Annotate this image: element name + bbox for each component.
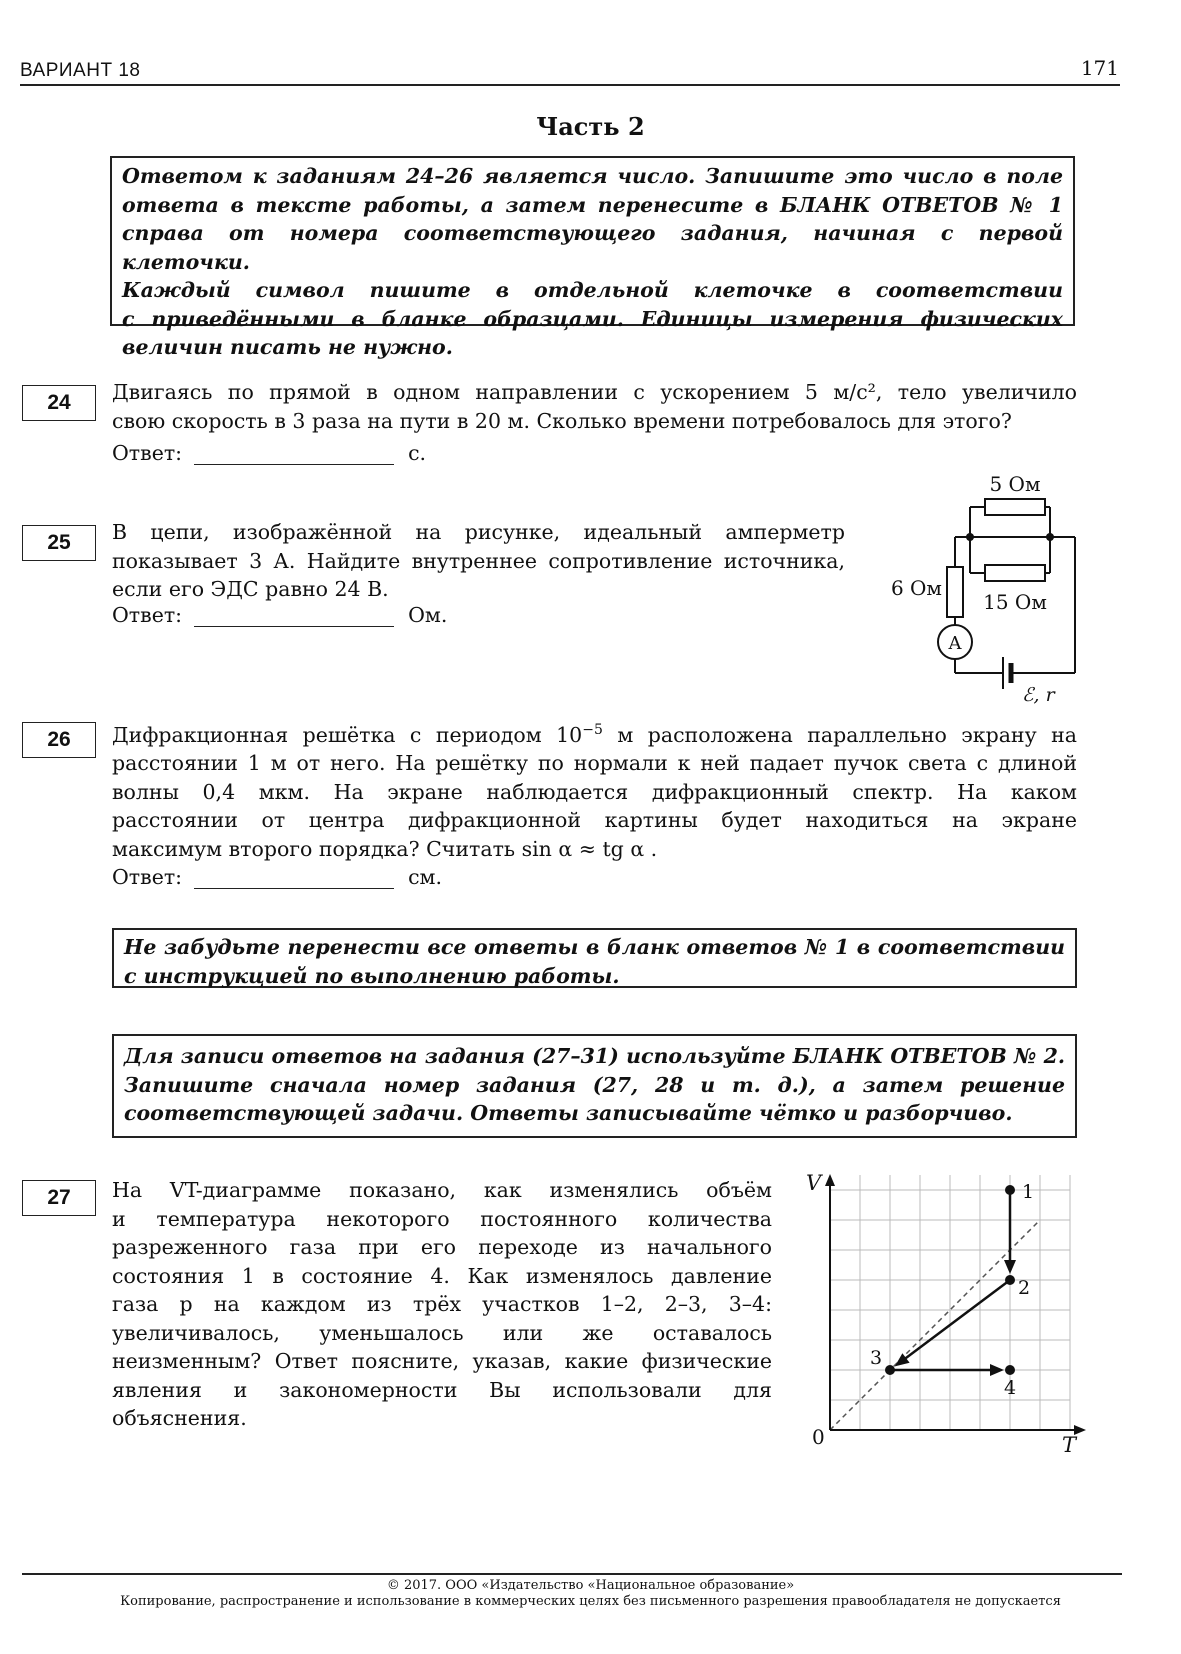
header-divider	[20, 84, 1120, 86]
task-line: В цепи, изображённой на рисунке, идеальный амперметр	[112, 520, 845, 544]
resistor-5-ohm	[985, 499, 1045, 515]
task-24-text	[112, 378, 1077, 435]
grid	[830, 1175, 1070, 1430]
task-number-26: 26	[22, 722, 96, 758]
task-line: Двигаясь по прямой в одном направлении с ускорением 5 м/с², тело увеличило	[112, 380, 1077, 404]
instruction-line: Запишите сначала номер задания (27, 28 и т. д.), а затем решение	[124, 1072, 1065, 1097]
answer-field-24[interactable]	[194, 442, 394, 465]
junction-dot	[1046, 533, 1054, 541]
task-line: неизменным? Ответ поясните, указав, какие физические	[112, 1349, 772, 1373]
process-arrow	[895, 1353, 910, 1366]
state-point	[1005, 1365, 1015, 1375]
variant-label: ВАРИАНТ 18	[20, 60, 141, 81]
instruction-box-2	[112, 1034, 1077, 1138]
task-25-text	[112, 518, 845, 604]
state-point	[885, 1365, 895, 1375]
task-line: газа p на каждом из трёх участков 1–2, 2–3, 3–4:	[112, 1292, 772, 1316]
v-axis-label: V	[806, 1171, 822, 1195]
footer-divider	[22, 1573, 1122, 1575]
task-line: волны 0,4 мкм. На экране наблюдается дифракционный спектр. На каком	[112, 779, 1077, 804]
state-point	[1005, 1275, 1015, 1285]
task-text: м расположена параллельно экрану на	[602, 722, 1077, 747]
state-label: 4	[1004, 1377, 1017, 1399]
task-line: показывает 3 А. Найдите внутреннее сопротивление источника,	[112, 548, 845, 573]
source-label: ℰ, r	[1022, 684, 1055, 706]
instruction-line: ответа в тексте работы, а затем перенесите в БЛАНК ОТВЕТОВ № 1	[122, 192, 1063, 217]
answer-label: Ответ:	[112, 865, 183, 889]
task-text: Дифракционная решётка с периодом 10	[112, 722, 583, 747]
circuit-diagram	[870, 465, 1090, 710]
task-line: увеличивалось, уменьшалось или же оставалось	[112, 1320, 772, 1345]
task-line: расстоянии 1 м от него. На решётку по нормали к ней падает пучок света с длиной	[112, 751, 1077, 776]
reminder-line: Не забудьте перенести все ответы в бланк ответов № 1 в соответствии	[124, 935, 1065, 959]
answer-label: Ответ:	[112, 603, 183, 627]
answer-unit: см.	[408, 865, 443, 889]
instruction-line: Для записи ответов на задания (27–31) используйте БЛАНК ОТВЕТОВ № 2.	[124, 1044, 1065, 1068]
exponent: −5	[582, 722, 603, 738]
task-line: На VT-диаграмме показано, как изменялись объём	[112, 1178, 772, 1202]
part-title: Часть 2	[536, 112, 645, 141]
page-number: 171	[1080, 56, 1119, 80]
instruction-line: Ответом к заданиям 24–26 является число. Запишите это число в поле	[122, 164, 1063, 188]
task-line: расстоянии от центра дифракционной картины будет находиться на экране	[112, 808, 1077, 833]
task-26-text	[112, 716, 1077, 863]
instruction-line: с приведёнными в бланке образцами. Единицы измерения физических	[122, 306, 1063, 331]
process-arrow	[1004, 1260, 1016, 1274]
label-6-ohm: 6 Ом	[890, 576, 942, 600]
state-label: 2	[1018, 1277, 1031, 1299]
answer-unit: Ом.	[408, 603, 448, 627]
t-axis-label: T	[1062, 1433, 1077, 1457]
label-5-ohm: 5 Ом	[989, 472, 1041, 496]
resistor-6-ohm	[947, 567, 963, 617]
reminder-box	[112, 928, 1077, 988]
state-point	[1005, 1185, 1015, 1195]
task-number-24: 24	[22, 385, 96, 421]
label-15-ohm: 15 Ом	[983, 590, 1047, 614]
task-26-answer	[112, 865, 442, 889]
answer-label: Ответ:	[112, 441, 183, 465]
task-number-27: 27	[22, 1180, 96, 1216]
state-label: 3	[870, 1347, 883, 1369]
instruction-line: Каждый символ пишите в отдельной клеточке в соответствии	[122, 278, 1063, 302]
task-line: явления и закономерности Вы использовали для	[112, 1377, 772, 1402]
task-line: максимум второго порядка? Считать sin α ≈ tg α .	[112, 836, 658, 861]
state-label: 1	[1022, 1181, 1035, 1203]
footer-notice: Копирование, распространение и использование в коммерческих целях без письменного разрешения правообладателя не допускается	[120, 1594, 1061, 1609]
task-line	[112, 716, 1077, 749]
answer-unit: с.	[408, 441, 427, 465]
task-27-text	[112, 1176, 772, 1433]
answer-field-25[interactable]	[194, 604, 394, 627]
answer-field-26[interactable]	[194, 866, 394, 889]
reminder-line: с инструкцией по выполнению работы.	[124, 963, 620, 988]
instruction-line: величин писать не нужно.	[122, 335, 453, 359]
task-line: объяснения.	[112, 1406, 247, 1430]
task-line: состояния 1 в состояние 4. Как изменялось давление	[112, 1263, 772, 1288]
task-line: и температура некоторого постоянного количества	[112, 1206, 772, 1231]
task-number-25: 25	[22, 525, 96, 561]
task-24-answer	[112, 441, 426, 465]
vt-diagram	[800, 1170, 1090, 1460]
instruction-line: соответствующей задачи. Ответы записывайте чётко и разборчиво.	[124, 1101, 1013, 1125]
instruction-line: справа от номера соответствующего задания, начиная с первой клеточки.	[122, 221, 1063, 274]
v-axis-arrow	[825, 1174, 835, 1186]
instruction-box-1	[110, 156, 1075, 359]
task-line: если его ЭДС равно 24 В.	[112, 577, 389, 601]
resistor-15-ohm	[985, 565, 1045, 581]
task-25-answer	[112, 603, 447, 627]
process-arrow	[990, 1364, 1004, 1376]
task-line: разреженного газа при его переходе из начального	[112, 1235, 772, 1259]
footer-copyright: © 2017. ООО «Издательство «Национальное образование»	[386, 1578, 795, 1593]
ammeter-label: A	[948, 633, 962, 654]
task-line: свою скорость в 3 раза на пути в 20 м. Сколько времени потребовалось для этого?	[112, 408, 1012, 433]
process-segment	[903, 1280, 1010, 1360]
origin-label: 0	[812, 1425, 825, 1449]
junction-dot	[966, 533, 974, 541]
